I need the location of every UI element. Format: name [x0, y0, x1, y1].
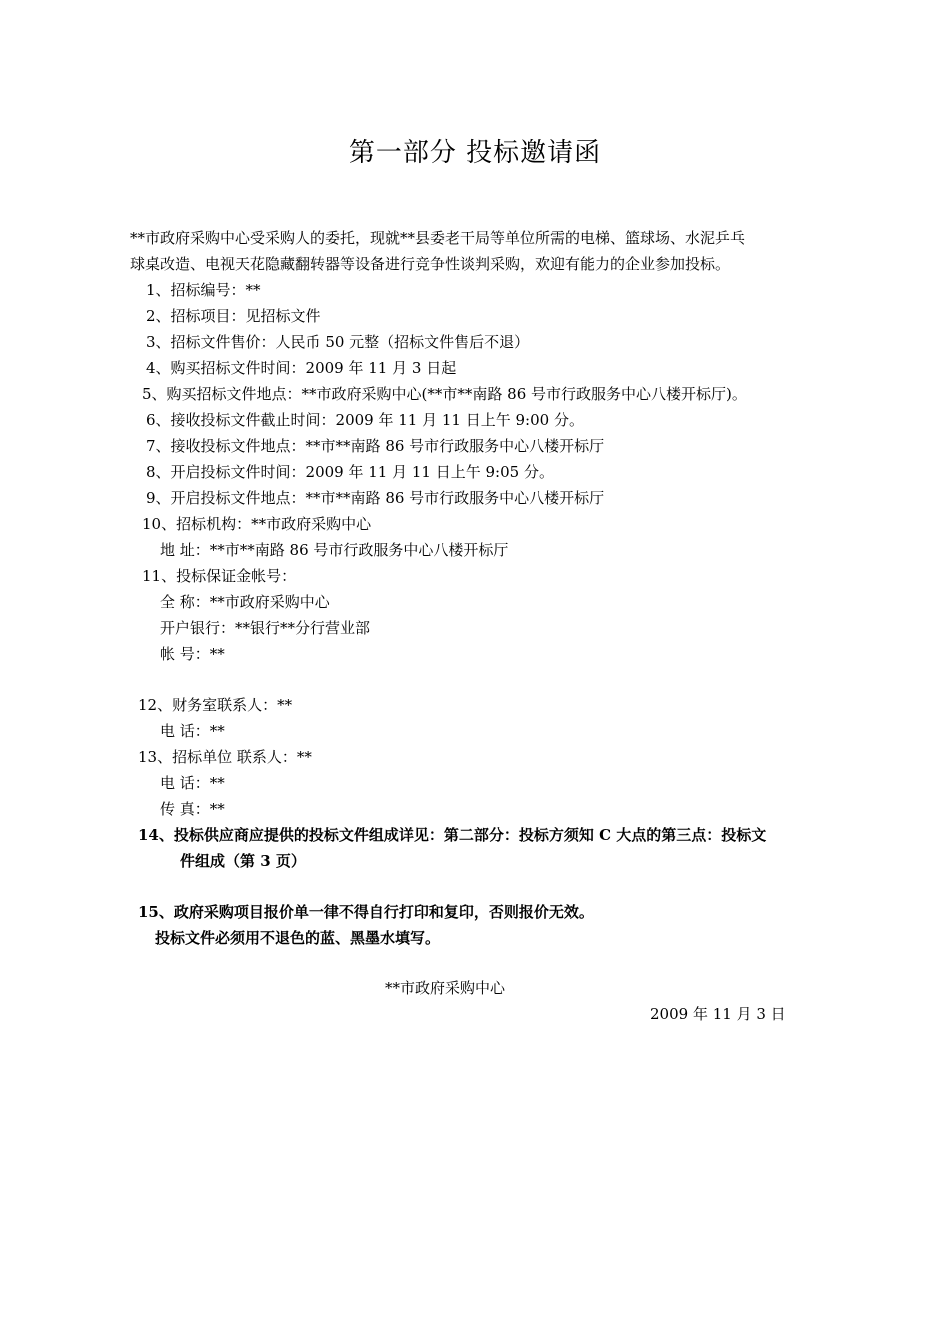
list-item: 9、开启投标文件地点：**市**南路 86 号市行政服务中心八楼开标厅	[146, 489, 605, 507]
intro-line: 球桌改造、电视天花隐藏翻转器等设备进行竞争性谈判采购，欢迎有能力的企业参加投标。	[130, 255, 731, 273]
list-item: 6、接收投标文件截止时间：2009 年 11 月 11 日上午 9:00 分。	[146, 411, 584, 429]
bold-item-continuation: 件组成（第 3 页）	[180, 852, 306, 870]
list-subitem: 电 话：**	[160, 774, 225, 792]
signature-org: **市政府采购中心	[385, 979, 506, 997]
list-item: 3、招标文件售价：人民币 50 元整（招标文件售后不退）	[146, 333, 530, 351]
list-subitem: 地 址：**市**南路 86 号市行政服务中心八楼开标厅	[160, 541, 509, 559]
list-subitem: 电 话：**	[160, 722, 225, 740]
bold-item: 15、政府采购项目报价单一律不得自行打印和复印，否则报价无效。	[138, 903, 594, 921]
signature-date: 2009 年 11 月 3 日	[650, 1005, 786, 1023]
list-subitem: 帐 号：**	[160, 645, 225, 663]
list-item: 2、招标项目：见招标文件	[146, 307, 321, 325]
page-title: 第一部分 投标邀请函	[348, 138, 602, 168]
intro-line: **市政府采购中心受采购人的委托，现就**县委老干局等单位所需的电梯、篮球场、水泥乒乓	[130, 229, 746, 247]
list-item: 1、招标编号：**	[146, 281, 261, 299]
list-item: 7、接收投标文件地点：**市**南路 86 号市行政服务中心八楼开标厅	[146, 437, 605, 455]
bold-item: 14、投标供应商应提供的投标文件组成详见：第二部分：投标方须知 C 大点的第三点：投标文	[138, 826, 767, 844]
list-subitem: 开户银行：**银行**分行营业部	[160, 619, 371, 637]
list-item: 13、招标单位 联系人：**	[138, 748, 312, 766]
list-item: 8、开启投标文件时间：2009 年 11 月 11 日上午 9:05 分。	[146, 463, 554, 481]
list-item: 11、投标保证金帐号：	[142, 567, 297, 585]
list-item: 12、财务室联系人：**	[138, 696, 293, 714]
list-subitem: 全 称：**市政府采购中心	[160, 593, 330, 611]
list-subitem: 传 真：**	[160, 800, 225, 818]
list-item: 10、招标机构：**市政府采购中心	[142, 515, 372, 533]
list-item: 5、购买招标文件地点：**市政府采购中心(**市**南路 86 号市行政服务中心八楼开标厅)。	[142, 385, 747, 403]
list-item: 4、购买招标文件时间：2009 年 11 月 3 日起	[146, 359, 457, 377]
bold-item-continuation: 投标文件必须用不退色的蓝、黑墨水填写。	[155, 929, 441, 947]
